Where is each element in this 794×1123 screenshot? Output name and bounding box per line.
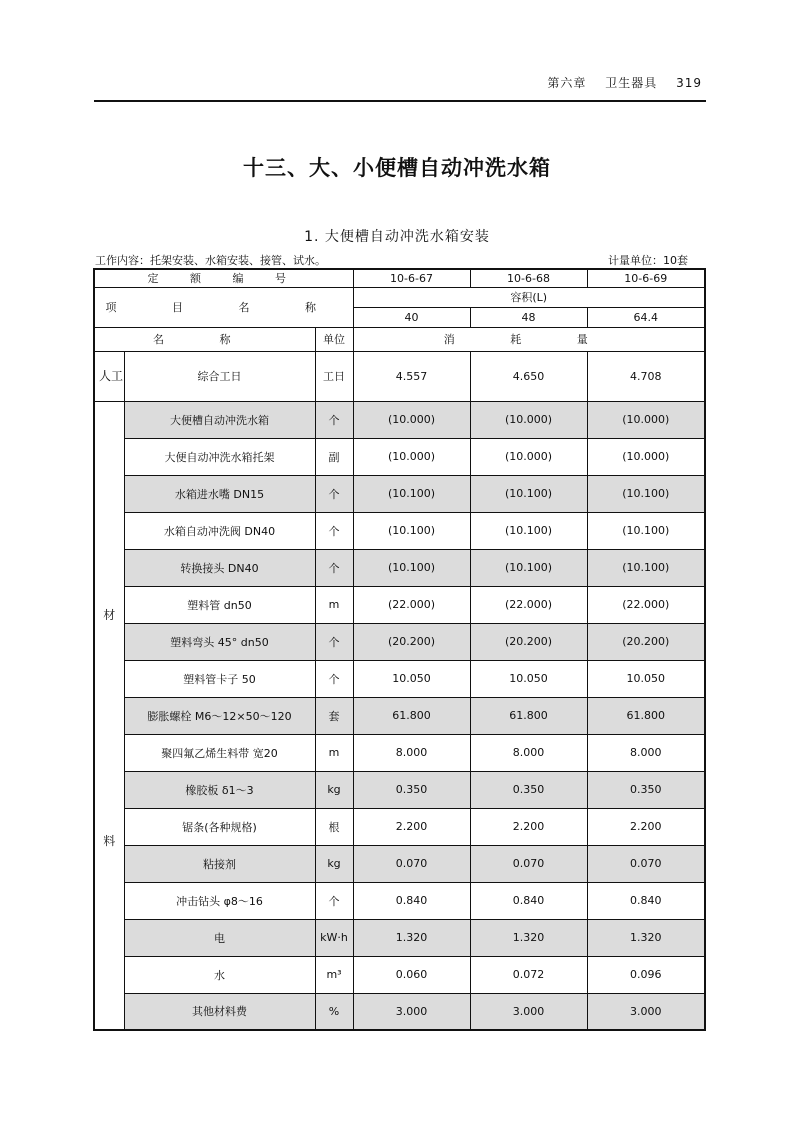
row-value: (10.100)	[587, 512, 705, 549]
page-title: 十三、大、小便槽自动冲洗水箱	[243, 156, 551, 180]
row-name: 塑料弯头 45° dn50	[124, 623, 315, 660]
material-row	[94, 549, 705, 586]
row-name: 水箱进水嘴 DN15	[124, 475, 315, 512]
material-row	[94, 845, 705, 882]
quota-table	[93, 268, 706, 1031]
row-unit: 个	[315, 623, 353, 660]
row-name: 电	[124, 919, 315, 956]
row-value: (10.100)	[587, 549, 705, 586]
row-name: 粘接剂	[124, 845, 315, 882]
row-unit: 个	[315, 401, 353, 438]
row-name: 聚四氟乙烯生料带 宽20	[124, 734, 315, 771]
row-value: (22.000)	[353, 586, 470, 623]
row-value: (20.200)	[470, 623, 587, 660]
row-unit: 套	[315, 697, 353, 734]
material-row	[94, 475, 705, 512]
row-name: 橡胶板 δ1～3	[124, 771, 315, 808]
quota-code: 10-6-68	[470, 269, 587, 287]
row-name: 转换接头 DN40	[124, 549, 315, 586]
row-value: (10.100)	[470, 475, 587, 512]
row-value: (10.000)	[587, 401, 705, 438]
row-value: 8.000	[353, 734, 470, 771]
row-value: (20.200)	[587, 623, 705, 660]
material-category-bottom: 料	[103, 833, 116, 848]
material-row	[94, 734, 705, 771]
row-unit: 根	[315, 808, 353, 845]
material-row	[94, 808, 705, 845]
row-value: 61.800	[587, 697, 705, 734]
material-row	[94, 697, 705, 734]
quota-code: 10-6-67	[353, 269, 470, 287]
param-value: 48	[470, 307, 587, 327]
material-row	[94, 438, 705, 475]
running-header	[533, 74, 702, 91]
unit-note: 计量单位：10套	[608, 254, 688, 267]
row-value: (10.100)	[470, 549, 587, 586]
row-value: 10.050	[587, 660, 705, 697]
row-unit: m	[315, 734, 353, 771]
material-row	[94, 586, 705, 623]
item-name-label: 项 目 名 称	[94, 287, 353, 327]
row-value: 4.650	[470, 351, 587, 401]
row-value: 0.070	[470, 845, 587, 882]
row-value: (10.000)	[587, 438, 705, 475]
row-value: 3.000	[587, 993, 705, 1030]
material-row	[94, 512, 705, 549]
row-value: 4.557	[353, 351, 470, 401]
material-row	[94, 623, 705, 660]
section-title: 1. 大便槽自动冲洗水箱安装	[304, 229, 490, 245]
work-content: 工作内容：托架安装、水箱安装、接管、试水。	[95, 254, 326, 267]
quota-code: 10-6-69	[587, 269, 705, 287]
row-name: 塑料管卡子 50	[124, 660, 315, 697]
row-value: 0.070	[353, 845, 470, 882]
row-name: 综合工日	[124, 351, 315, 401]
row-unit: 工日	[315, 351, 353, 401]
row-value: (10.100)	[470, 512, 587, 549]
param-label: 容积(L)	[353, 287, 705, 307]
material-row	[94, 919, 705, 956]
param-value: 40	[353, 307, 470, 327]
quota-table-body	[94, 269, 705, 1030]
row-unit: 个	[315, 512, 353, 549]
section-label: 卫生器具	[605, 76, 658, 90]
row-unit: 个	[315, 882, 353, 919]
column-header-row	[94, 327, 705, 351]
row-value: 0.096	[587, 956, 705, 993]
row-unit: 个	[315, 660, 353, 697]
row-name: 水箱自动冲洗阀 DN40	[124, 512, 315, 549]
row-value: 61.800	[353, 697, 470, 734]
material-row	[94, 956, 705, 993]
row-value: 1.320	[470, 919, 587, 956]
row-value: 0.350	[587, 771, 705, 808]
row-value: 0.350	[353, 771, 470, 808]
row-value: (10.100)	[353, 475, 470, 512]
row-value: 2.200	[353, 808, 470, 845]
row-unit: kW·h	[315, 919, 353, 956]
header-rule	[94, 100, 706, 102]
row-value: 0.840	[587, 882, 705, 919]
row-value: 8.000	[587, 734, 705, 771]
row-value: 0.072	[470, 956, 587, 993]
row-value: (22.000)	[470, 586, 587, 623]
row-value: 0.060	[353, 956, 470, 993]
material-row	[94, 771, 705, 808]
row-value: (10.100)	[353, 512, 470, 549]
labor-row	[94, 351, 705, 401]
row-value: (22.000)	[587, 586, 705, 623]
row-value: 0.070	[587, 845, 705, 882]
labor-category: 人工	[94, 351, 124, 401]
row-name: 其他材料费	[124, 993, 315, 1030]
material-row	[94, 882, 705, 919]
material-row	[94, 401, 705, 438]
row-name: 锯条(各种规格)	[124, 808, 315, 845]
row-value: 3.000	[353, 993, 470, 1030]
quota-code-row	[94, 269, 705, 287]
row-value: (10.000)	[353, 438, 470, 475]
row-value: 2.200	[470, 808, 587, 845]
row-unit: kg	[315, 771, 353, 808]
material-category	[94, 401, 124, 1030]
param-header-row	[94, 287, 705, 307]
row-value: 1.320	[587, 919, 705, 956]
col-unit-header: 单位	[315, 327, 353, 351]
row-value: (10.100)	[587, 475, 705, 512]
row-name: 大便槽自动冲洗水箱	[124, 401, 315, 438]
row-value: 3.000	[470, 993, 587, 1030]
quota-label: 定 额 编 号	[94, 269, 353, 287]
row-value: (10.000)	[353, 401, 470, 438]
row-name: 塑料管 dn50	[124, 586, 315, 623]
row-value: 1.320	[353, 919, 470, 956]
row-value: 10.050	[470, 660, 587, 697]
row-unit: kg	[315, 845, 353, 882]
row-unit: %	[315, 993, 353, 1030]
row-unit: m	[315, 586, 353, 623]
page-number: 319	[676, 76, 702, 90]
row-value: 10.050	[353, 660, 470, 697]
row-unit: 副	[315, 438, 353, 475]
row-value: 61.800	[470, 697, 587, 734]
row-unit: m³	[315, 956, 353, 993]
row-value: 0.840	[470, 882, 587, 919]
row-value: 0.350	[470, 771, 587, 808]
row-name: 冲击钻头 φ8～16	[124, 882, 315, 919]
row-value: 2.200	[587, 808, 705, 845]
col-consumption-header: 消 耗 量	[353, 327, 705, 351]
chapter-label: 第六章	[547, 76, 587, 90]
material-category-top: 材	[103, 607, 116, 622]
material-row	[94, 660, 705, 697]
row-value: 8.000	[470, 734, 587, 771]
row-value: (10.000)	[470, 438, 587, 475]
row-value: 4.708	[587, 351, 705, 401]
row-unit: 个	[315, 549, 353, 586]
row-value: (10.000)	[470, 401, 587, 438]
col-name-header: 名 称	[94, 327, 315, 351]
material-row	[94, 993, 705, 1030]
row-value: 0.840	[353, 882, 470, 919]
row-name: 水	[124, 956, 315, 993]
row-name: 大便自动冲洗水箱托架	[124, 438, 315, 475]
row-value: (10.100)	[353, 549, 470, 586]
row-value: (20.200)	[353, 623, 470, 660]
row-unit: 个	[315, 475, 353, 512]
param-value: 64.4	[587, 307, 705, 327]
row-name: 膨胀螺栓 M6～12×50～120	[124, 697, 315, 734]
